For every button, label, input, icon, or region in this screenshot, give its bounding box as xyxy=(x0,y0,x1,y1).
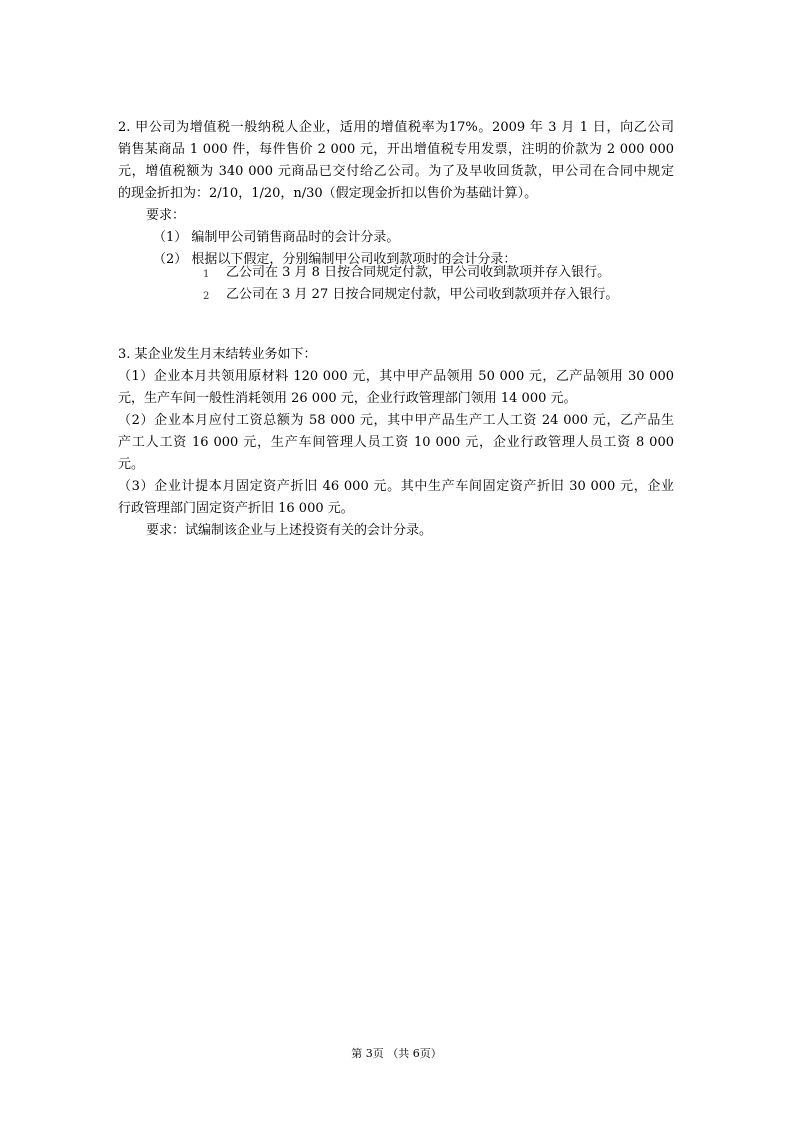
q2-line-4: 的现金折扣为：2/10，1/20，n/30（假定现金折扣以售价为基础计算）。 xyxy=(118,186,538,201)
q2-requirement-label: 要求： xyxy=(146,208,186,223)
q3-line-3: 元，生产车间一般性消耗领用 26 000 元，企业行政管理部门领用 14 000 元。 xyxy=(118,391,577,406)
q2-line-1: 2. 甲公司为增值税一般纳税人企业，适用的增值税率为17%。2009 年 3 月 1 日，向乙公司 xyxy=(118,120,674,135)
q2-item-2: （2） 根据以下假定，分别编制甲公司收到款项时的会计分录： xyxy=(153,252,517,267)
q2-subitem-2-number: 2 xyxy=(203,291,210,302)
q3-line-6: 元。 xyxy=(118,457,145,472)
q3-line-4: （2）企业本月应付工资总额为 58 000 元，其中甲产品生产工人工资 24 000 元，乙产品生 xyxy=(118,413,674,428)
q3-line-8: 行政管理部门固定资产折旧 16 000 元。 xyxy=(118,501,354,516)
page-footer: 第 3页 （共 6页） xyxy=(351,1047,442,1060)
q2-item-1: （1） 编制甲公司销售商品时的会计分录。 xyxy=(153,230,400,245)
q2-line-3: 元，增值税额为 340 000 元商品已交付给乙公司。为了及早收回货款，甲公司在合同中规定 xyxy=(118,164,674,179)
q2-subitem-1-number: 1 xyxy=(203,269,210,280)
q2-subitem-2-text: 乙公司在 3 月 27 日按合同规定付款，甲公司收到款项并存入银行。 xyxy=(226,287,619,302)
q2-subitem-1-text: 乙公司在 3 月 8 日按合同规定付款，甲公司收到款项并存入银行。 xyxy=(226,265,611,280)
q3-line-2: （1）企业本月共领用原材料 120 000 元，其中甲产品领用 50 000 元，乙产品领用 30 000 xyxy=(118,369,674,384)
q3-line-7: （3）企业计提本月固定资产折旧 46 000 元。其中生产车间固定资产折旧 30 000 元，企业 xyxy=(118,479,674,494)
q3-requirement: 要求：试编制该企业与上述投资有关的会计分录。 xyxy=(146,523,433,538)
q3-line-5: 产工人工资 16 000 元，生产车间管理人员工资 10 000 元，企业行政管理人员工资 8 000 xyxy=(118,435,674,450)
q3-title: 3. 某企业发生月末结转业务如下： xyxy=(118,347,317,362)
q2-line-2: 销售某商品 1 000 件，每件售价 2 000 元，开出增值税专用发票，注明的价款为 2 000 000 xyxy=(118,142,674,157)
